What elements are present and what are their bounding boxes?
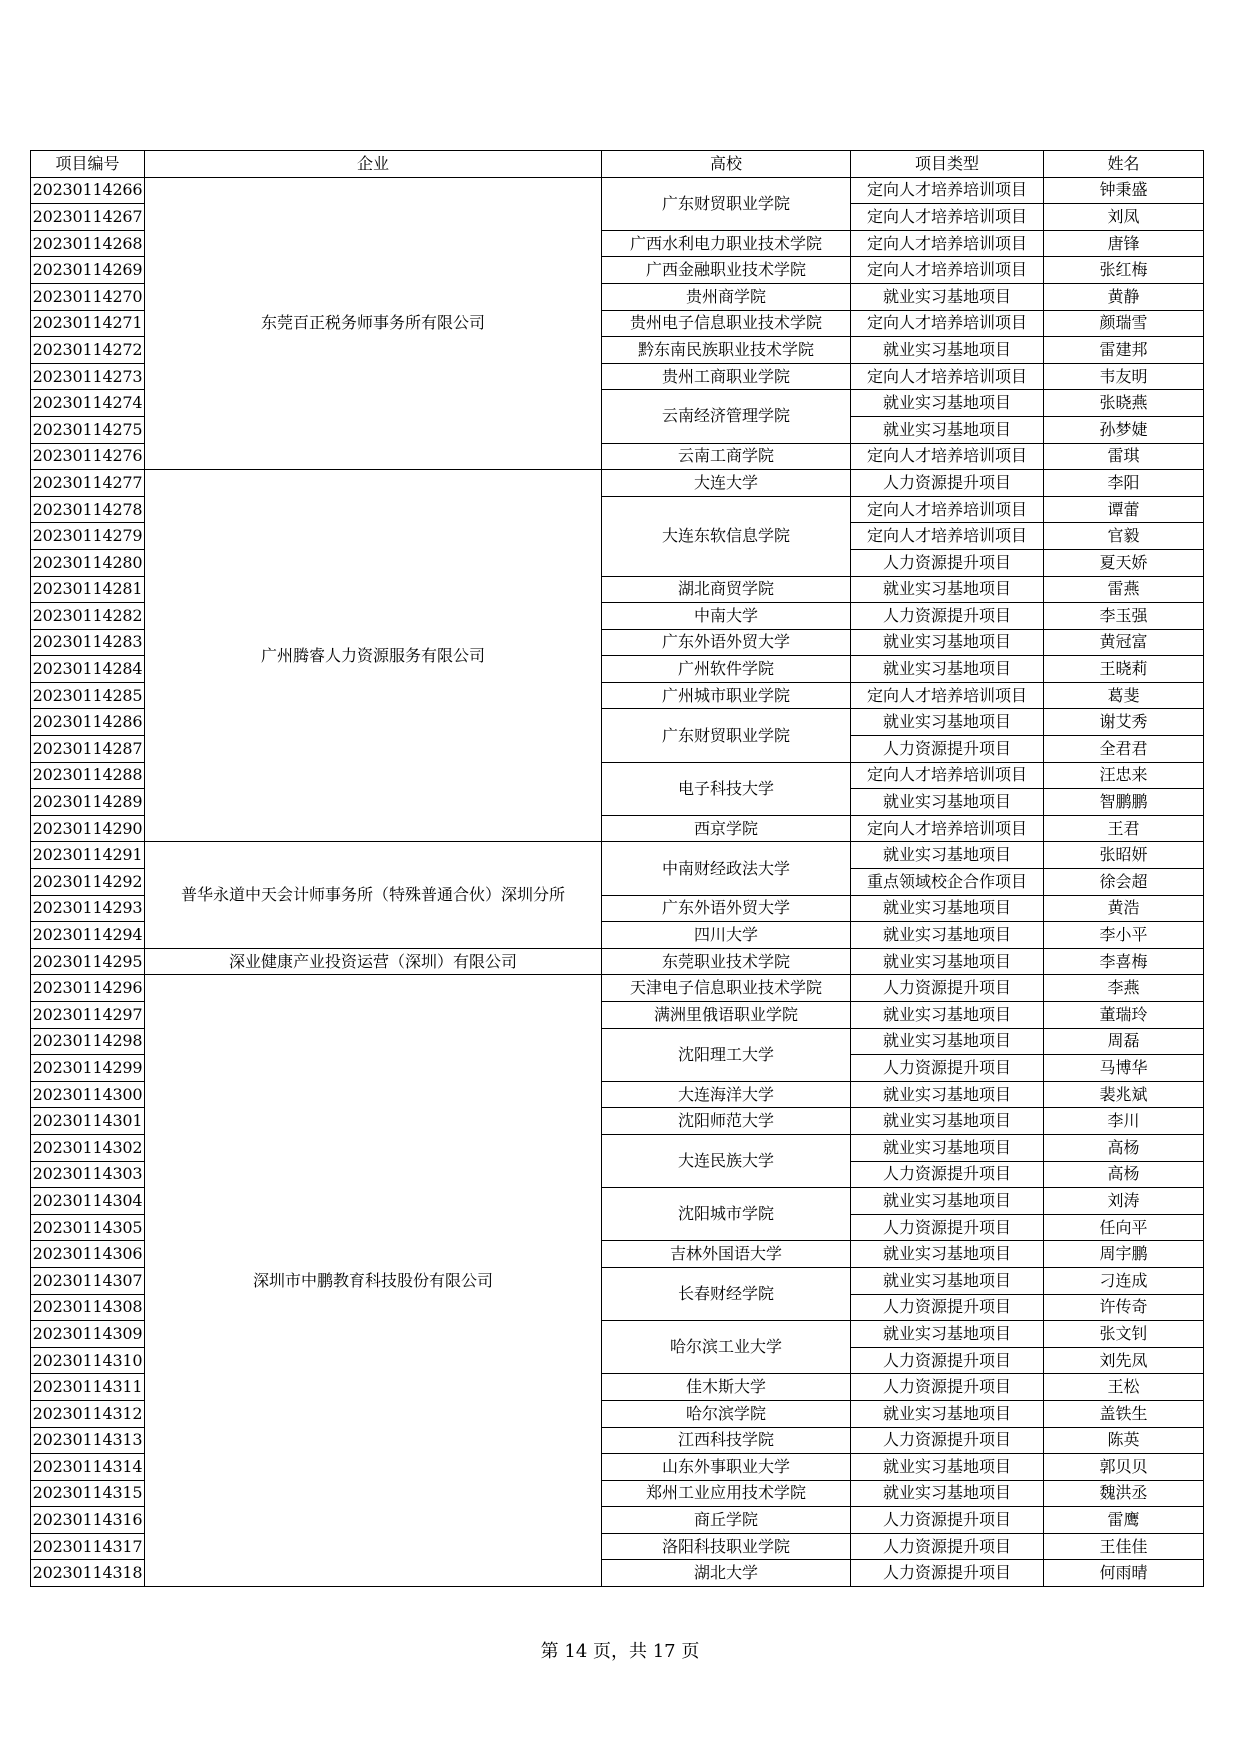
project-type-cell: 就业实习基地项目 [851,629,1044,656]
project-id-cell: 20230114302 [31,1134,145,1161]
school-cell: 中南大学 [602,603,851,630]
school-cell: 哈尔滨学院 [602,1400,851,1427]
table-row [31,177,1204,204]
person-name-cell: 何雨晴 [1044,1560,1204,1587]
person-name-cell: 任向平 [1044,1214,1204,1241]
project-id-cell: 20230114313 [31,1427,145,1454]
project-type-cell: 定向人才培养培训项目 [851,815,1044,842]
school-cell: 广东外语外贸大学 [602,895,851,922]
person-name-cell: 王晓莉 [1044,656,1204,683]
project-type-cell: 就业实习基地项目 [851,842,1044,869]
project-type-cell: 就业实习基地项目 [851,1321,1044,1348]
school-cell: 沈阳理工大学 [602,1028,851,1081]
project-id-cell: 20230114299 [31,1055,145,1082]
school-cell: 云南工商学院 [602,443,851,470]
project-id-cell: 20230114318 [31,1560,145,1587]
project-id-cell: 20230114295 [31,948,145,975]
person-name-cell: 张昭妍 [1044,842,1204,869]
project-id-cell: 20230114271 [31,310,145,337]
school-cell: 洛阳科技职业学院 [602,1533,851,1560]
project-type-cell: 定向人才培养培训项目 [851,443,1044,470]
school-cell: 黔东南民族职业技术学院 [602,337,851,364]
project-type-cell: 定向人才培养培训项目 [851,177,1044,204]
person-name-cell: 颜瑞雪 [1044,310,1204,337]
person-name-cell: 全君君 [1044,736,1204,763]
school-cell: 哈尔滨工业大学 [602,1321,851,1374]
project-id-cell: 20230114280 [31,549,145,576]
project-type-cell: 就业实习基地项目 [851,1002,1044,1029]
company-cell: 深圳市中鹏教育科技股份有限公司 [145,975,602,1587]
school-cell: 郑州工业应用技术学院 [602,1480,851,1507]
person-name-cell: 周磊 [1044,1028,1204,1055]
school-cell: 大连民族大学 [602,1134,851,1187]
project-id-cell: 20230114307 [31,1267,145,1294]
header-company: 企业 [145,151,602,178]
school-cell: 大连大学 [602,470,851,497]
project-type-cell: 就业实习基地项目 [851,576,1044,603]
project-id-cell: 20230114303 [31,1161,145,1188]
school-cell: 贵州工商职业学院 [602,363,851,390]
project-id-cell: 20230114293 [31,895,145,922]
project-type-cell: 人力资源提升项目 [851,736,1044,763]
person-name-cell: 葛斐 [1044,682,1204,709]
project-type-cell: 定向人才培养培训项目 [851,523,1044,550]
school-cell: 广州城市职业学院 [602,682,851,709]
school-cell: 电子科技大学 [602,762,851,815]
school-cell: 西京学院 [602,815,851,842]
company-cell: 广州腾睿人力资源服务有限公司 [145,470,602,842]
project-id-cell: 20230114277 [31,470,145,497]
project-type-cell: 定向人才培养培训项目 [851,762,1044,789]
project-type-cell: 就业实习基地项目 [851,1400,1044,1427]
project-id-cell: 20230114279 [31,523,145,550]
school-cell: 吉林外国语大学 [602,1241,851,1268]
school-cell: 湖北大学 [602,1560,851,1587]
project-id-cell: 20230114292 [31,869,145,896]
school-cell: 满洲里俄语职业学院 [602,1002,851,1029]
table-row [31,948,1204,975]
person-name-cell: 黄静 [1044,283,1204,310]
person-name-cell: 盖铁生 [1044,1400,1204,1427]
header-project-type: 项目类型 [851,151,1044,178]
project-id-cell: 20230114300 [31,1081,145,1108]
project-type-cell: 重点领域校企合作项目 [851,869,1044,896]
school-cell: 广东财贸职业学院 [602,177,851,230]
project-type-cell: 就业实习基地项目 [851,1267,1044,1294]
data-table [30,150,1204,1587]
school-cell: 贵州电子信息职业技术学院 [602,310,851,337]
person-name-cell: 陈英 [1044,1427,1204,1454]
person-name-cell: 魏洪丞 [1044,1480,1204,1507]
person-name-cell: 钟秉盛 [1044,177,1204,204]
project-id-cell: 20230114276 [31,443,145,470]
project-id-cell: 20230114285 [31,682,145,709]
project-type-cell: 就业实习基地项目 [851,1134,1044,1161]
project-type-cell: 就业实习基地项目 [851,1081,1044,1108]
project-id-cell: 20230114288 [31,762,145,789]
project-id-cell: 20230114306 [31,1241,145,1268]
school-cell: 大连东软信息学院 [602,496,851,576]
project-id-cell: 20230114275 [31,416,145,443]
person-name-cell: 周宇鹏 [1044,1241,1204,1268]
project-type-cell: 就业实习基地项目 [851,1241,1044,1268]
person-name-cell: 雷燕 [1044,576,1204,603]
person-name-cell: 雷鹰 [1044,1507,1204,1534]
project-type-cell: 人力资源提升项目 [851,1294,1044,1321]
project-type-cell: 人力资源提升项目 [851,1214,1044,1241]
person-name-cell: 王君 [1044,815,1204,842]
project-id-cell: 20230114316 [31,1507,145,1534]
project-id-cell: 20230114296 [31,975,145,1002]
project-type-cell: 就业实习基地项目 [851,922,1044,949]
person-name-cell: 许传奇 [1044,1294,1204,1321]
person-name-cell: 刘凤 [1044,204,1204,231]
project-type-cell: 定向人才培养培训项目 [851,363,1044,390]
project-type-cell: 就业实习基地项目 [851,1028,1044,1055]
project-type-cell: 就业实习基地项目 [851,656,1044,683]
school-cell: 广西金融职业技术学院 [602,257,851,284]
project-id-cell: 20230114301 [31,1108,145,1135]
project-type-cell: 定向人才培养培训项目 [851,204,1044,231]
table-row [31,842,1204,869]
company-cell: 东莞百正税务师事务所有限公司 [145,177,602,470]
project-id-cell: 20230114298 [31,1028,145,1055]
project-id-cell: 20230114290 [31,815,145,842]
project-type-cell: 就业实习基地项目 [851,709,1044,736]
project-id-cell: 20230114312 [31,1400,145,1427]
company-cell: 深业健康产业投资运营（深圳）有限公司 [145,948,602,975]
project-type-cell: 定向人才培养培训项目 [851,257,1044,284]
project-id-cell: 20230114310 [31,1347,145,1374]
person-name-cell: 谢艾秀 [1044,709,1204,736]
person-name-cell: 李玉强 [1044,603,1204,630]
project-id-cell: 20230114317 [31,1533,145,1560]
person-name-cell: 李喜梅 [1044,948,1204,975]
project-id-cell: 20230114274 [31,390,145,417]
project-id-cell: 20230114305 [31,1214,145,1241]
person-name-cell: 李小平 [1044,922,1204,949]
project-type-cell: 定向人才培养培训项目 [851,310,1044,337]
project-type-cell: 就业实习基地项目 [851,416,1044,443]
project-type-cell: 人力资源提升项目 [851,1507,1044,1534]
school-cell: 大连海洋大学 [602,1081,851,1108]
project-id-cell: 20230114268 [31,230,145,257]
project-type-cell: 人力资源提升项目 [851,1161,1044,1188]
person-name-cell: 李燕 [1044,975,1204,1002]
project-type-cell: 就业实习基地项目 [851,789,1044,816]
project-id-cell: 20230114273 [31,363,145,390]
project-type-cell: 人力资源提升项目 [851,470,1044,497]
person-name-cell: 汪忠来 [1044,762,1204,789]
school-cell: 天津电子信息职业技术学院 [602,975,851,1002]
school-cell: 沈阳城市学院 [602,1188,851,1241]
school-cell: 长春财经学院 [602,1267,851,1320]
project-type-cell: 就业实习基地项目 [851,1108,1044,1135]
project-id-cell: 20230114291 [31,842,145,869]
person-name-cell: 马博华 [1044,1055,1204,1082]
project-type-cell: 就业实习基地项目 [851,895,1044,922]
project-id-cell: 20230114309 [31,1321,145,1348]
person-name-cell: 谭蕾 [1044,496,1204,523]
project-type-cell: 人力资源提升项目 [851,1374,1044,1401]
project-type-cell: 就业实习基地项目 [851,1188,1044,1215]
school-cell: 广西水利电力职业技术学院 [602,230,851,257]
project-id-cell: 20230114308 [31,1294,145,1321]
header-school: 高校 [602,151,851,178]
project-type-cell: 人力资源提升项目 [851,975,1044,1002]
project-id-cell: 20230114270 [31,283,145,310]
person-name-cell: 张文钊 [1044,1321,1204,1348]
project-type-cell: 人力资源提升项目 [851,1347,1044,1374]
project-id-cell: 20230114289 [31,789,145,816]
person-name-cell: 李川 [1044,1108,1204,1135]
project-type-cell: 就业实习基地项目 [851,1480,1044,1507]
project-type-cell: 人力资源提升项目 [851,1055,1044,1082]
person-name-cell: 孙梦婕 [1044,416,1204,443]
page-footer: 第 14 页，共 17 页 [540,1641,700,1662]
project-type-cell: 定向人才培养培训项目 [851,682,1044,709]
school-cell: 广东财贸职业学院 [602,709,851,762]
company-cell: 普华永道中天会计师事务所（特殊普通合伙）深圳分所 [145,842,602,948]
school-cell: 广东外语外贸大学 [602,629,851,656]
person-name-cell: 刘涛 [1044,1188,1204,1215]
project-id-cell: 20230114294 [31,922,145,949]
person-name-cell: 刁连成 [1044,1267,1204,1294]
person-name-cell: 黄浩 [1044,895,1204,922]
person-name-cell: 王佳佳 [1044,1533,1204,1560]
project-id-cell: 20230114297 [31,1002,145,1029]
person-name-cell: 王松 [1044,1374,1204,1401]
project-id-cell: 20230114304 [31,1188,145,1215]
person-name-cell: 郭贝贝 [1044,1454,1204,1481]
school-cell: 四川大学 [602,922,851,949]
person-name-cell: 雷琪 [1044,443,1204,470]
school-cell: 广州软件学院 [602,656,851,683]
school-cell: 沈阳师范大学 [602,1108,851,1135]
project-type-cell: 定向人才培养培训项目 [851,230,1044,257]
project-id-cell: 20230114314 [31,1454,145,1481]
person-name-cell: 高杨 [1044,1134,1204,1161]
header-project-id: 项目编号 [31,151,145,178]
person-name-cell: 智鹏鹏 [1044,789,1204,816]
school-cell: 山东外事职业大学 [602,1454,851,1481]
project-id-cell: 20230114281 [31,576,145,603]
person-name-cell: 李阳 [1044,470,1204,497]
project-id-cell: 20230114311 [31,1374,145,1401]
person-name-cell: 张红梅 [1044,257,1204,284]
project-id-cell: 20230114284 [31,656,145,683]
header-row [31,151,1204,178]
person-name-cell: 高杨 [1044,1161,1204,1188]
table-row [31,470,1204,497]
person-name-cell: 徐会超 [1044,869,1204,896]
project-id-cell: 20230114286 [31,709,145,736]
school-cell: 东莞职业技术学院 [602,948,851,975]
person-name-cell: 雷建邦 [1044,337,1204,364]
project-id-cell: 20230114282 [31,603,145,630]
person-name-cell: 刘先凤 [1044,1347,1204,1374]
project-id-cell: 20230114287 [31,736,145,763]
school-cell: 佳木斯大学 [602,1374,851,1401]
person-name-cell: 张晓燕 [1044,390,1204,417]
school-cell: 贵州商学院 [602,283,851,310]
header-name: 姓名 [1044,151,1204,178]
school-cell: 江西科技学院 [602,1427,851,1454]
project-type-cell: 定向人才培养培训项目 [851,496,1044,523]
person-name-cell: 裴兆斌 [1044,1081,1204,1108]
project-type-cell: 就业实习基地项目 [851,390,1044,417]
person-name-cell: 黄冠富 [1044,629,1204,656]
project-id-cell: 20230114269 [31,257,145,284]
project-id-cell: 20230114283 [31,629,145,656]
project-type-cell: 就业实习基地项目 [851,948,1044,975]
project-id-cell: 20230114267 [31,204,145,231]
project-id-cell: 20230114315 [31,1480,145,1507]
person-name-cell: 董瑞玲 [1044,1002,1204,1029]
project-type-cell: 人力资源提升项目 [851,1427,1044,1454]
project-type-cell: 人力资源提升项目 [851,603,1044,630]
person-name-cell: 韦友明 [1044,363,1204,390]
project-id-cell: 20230114278 [31,496,145,523]
project-id-cell: 20230114272 [31,337,145,364]
project-type-cell: 人力资源提升项目 [851,1533,1044,1560]
school-cell: 湖北商贸学院 [602,576,851,603]
project-type-cell: 就业实习基地项目 [851,283,1044,310]
project-type-cell: 人力资源提升项目 [851,1560,1044,1587]
person-name-cell: 夏天娇 [1044,549,1204,576]
school-cell: 中南财经政法大学 [602,842,851,895]
school-cell: 云南经济管理学院 [602,390,851,443]
table-body [31,177,1204,1586]
person-name-cell: 官毅 [1044,523,1204,550]
school-cell: 商丘学院 [602,1507,851,1534]
project-type-cell: 人力资源提升项目 [851,549,1044,576]
project-type-cell: 就业实习基地项目 [851,1454,1044,1481]
project-id-cell: 20230114266 [31,177,145,204]
person-name-cell: 唐锋 [1044,230,1204,257]
table-row [31,975,1204,1002]
project-type-cell: 就业实习基地项目 [851,337,1044,364]
